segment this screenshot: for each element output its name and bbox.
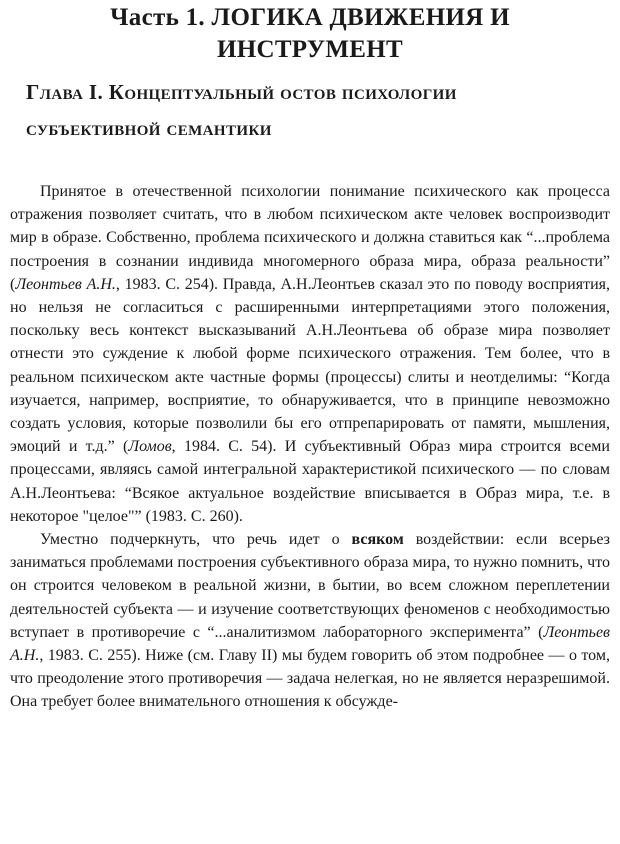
- citation-leontiev-2: Леонтьев А.Н.: [10, 623, 610, 665]
- chapter-title: [10, 74, 610, 146]
- paragraph-2-text-a: Уместно подчеркнуть, что речь идет о: [40, 531, 352, 549]
- citation-leontiev-1: Леонтьев А.Н.: [15, 275, 116, 293]
- paragraph-1-text-c: , 1984. С. 54). И субъективный Образ мира строится всеми процессами, являясь самой интегральной характеристикой психического — по словам А.Н.Леонтьева: “Всякое актуальное воздействие вписывается в Образ мира, т.е. в некоторое "целое"” (1983. С. 260).: [10, 438, 610, 525]
- part-title-line-2: ИНСТРУМЕНТ: [216, 36, 403, 63]
- citation-lomov: Ломов: [128, 438, 172, 456]
- paragraph-1-text-a: Принятое в отечественной психологии понимание психического как процесса отражения позволяет считать, что в любом психическом акте человек воспроизводит мир в образе. Собственно, проблема психического и должна ставиться как “...проблема построения в сознании индивида многомерного образа мира, образа реальности” (: [10, 183, 610, 293]
- chapter-title-line-2: субъективной семантики: [26, 116, 272, 140]
- paragraph-1-text-b: , 1983. С. 254). Правда, А.Н.Леонтьев сказал это по поводу восприятия, но нельзя не согласиться с расширенными интерпретациями этого положения, поскольку весь контекст высказываний А.Н.Леонтьева об образе мира позволяет отнести это суждение к любой форме психического отражения. Тем более, что в реальном психическом акте частные формы (процессы) слиты и неотделимы: “Когда изучается, например, восприятие, то обнаруживается, что в принципе невозможно создать условия, которые позволили бы его отпрепарировать от памяти, мышления, эмоций и т.д.” (: [10, 275, 611, 456]
- chapter-title-line-1: Глава I. Концептуальный остов психологии: [26, 80, 457, 104]
- part-title-line-1: Часть 1. ЛОГИКА ДВИЖЕНИЯ И: [110, 4, 510, 31]
- part-title: [10, 2, 610, 66]
- paragraph-2-text-b: воздействии: если всерьез заниматься проблемами построения субъективного образа мира, то нужно помнить, что он строится человеком в реальной жизни, в бытии, во всем сложном переплетении деятельностей субъекта — и изучение соответствующих феноменов с необходимостью вступает в противоречие с “...аналитизмом лабораторного эксперимента” (: [10, 531, 611, 641]
- paragraph-2-text-c: , 1983. С. 255). Ниже (см. Главу II) мы будем говорить об этом подробнее — о том, что преодоление этого противоречия — задача нелегкая, но не является неразрешимой. Она требует более внимательного отношения к обсужде-: [10, 647, 610, 711]
- body-text: [10, 180, 610, 714]
- emphasis-word: всяком: [351, 531, 404, 549]
- paragraph-1: [10, 180, 610, 528]
- paragraph-2: [10, 528, 610, 714]
